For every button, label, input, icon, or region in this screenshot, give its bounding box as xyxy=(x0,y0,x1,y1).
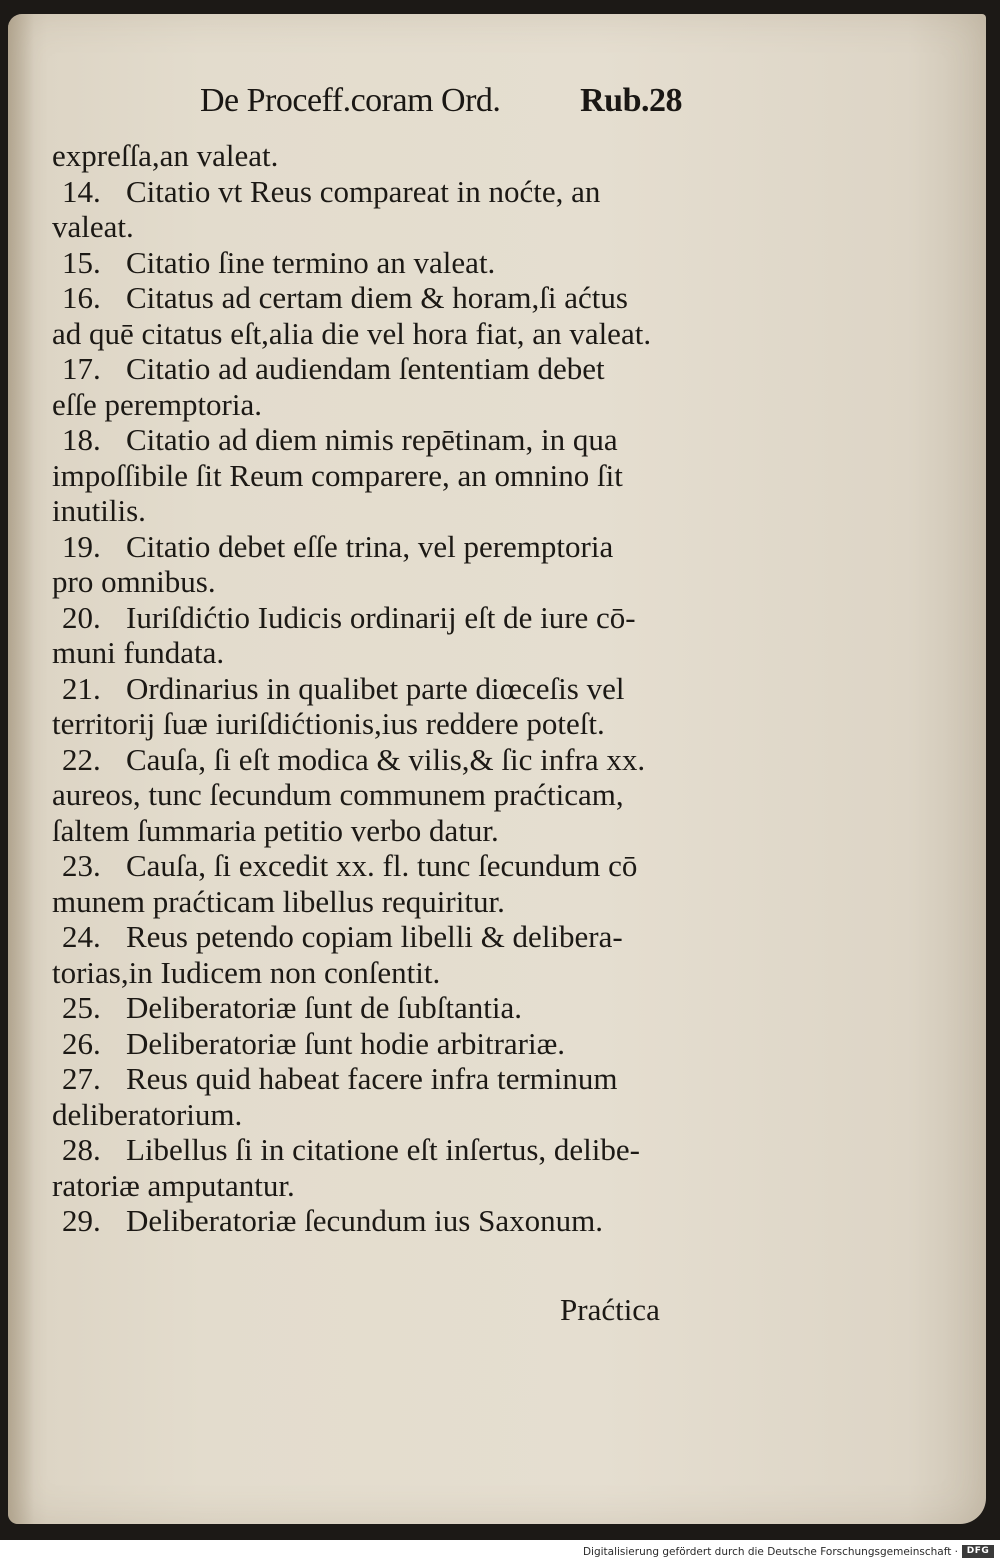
entry-text: Citatio ad audiendam ſententiam debet xyxy=(126,351,605,386)
summary-list xyxy=(52,138,696,1239)
entry-continuation-line: ad quē citatus eſt,alia die vel hora fiat, an valeat. xyxy=(52,315,652,351)
entry-text: Libellus ſi in citatione eſt inſertus, delibe- xyxy=(126,1132,640,1167)
list-item xyxy=(52,1132,696,1203)
entry-number: 14. xyxy=(62,173,101,209)
list-item xyxy=(52,1026,696,1062)
entry-number: 21. xyxy=(62,670,101,706)
entry-first-line xyxy=(52,174,696,210)
entry-text: Citatio ſine termino an valeat. xyxy=(126,244,496,280)
entry-number: 26. xyxy=(62,1025,101,1061)
dfg-logo: DFG xyxy=(962,1545,994,1558)
entry-text: Deliberatoriæ ſunt de ſubſtantia. xyxy=(126,990,523,1025)
entry-continuation-line: impoſſibile ſit Reum comparere, an omnino ſit xyxy=(52,457,623,493)
entry-first-line xyxy=(52,919,696,955)
catchword: Praćtica xyxy=(560,1292,660,1327)
entry-text: Reus petendo copiam libelli & delibera- xyxy=(126,919,623,954)
list-item xyxy=(52,919,696,990)
entry-first-line xyxy=(52,1203,696,1239)
entry-first-line xyxy=(52,529,696,565)
entry-number: 23. xyxy=(62,848,101,883)
entry-text: Citatio ad diem nimis repētinam, in qua xyxy=(126,422,618,457)
entry-continuation-line: valeat. xyxy=(52,209,134,244)
list-item xyxy=(52,600,696,671)
entry-continuation-line: eſſe peremptoria. xyxy=(52,386,263,422)
entry-continuation-line: muni fundata. xyxy=(52,635,225,670)
entry-text: Ordinarius in qualibet parte diœceſis vel xyxy=(126,670,625,706)
entry-continuation-line: pro omnibus. xyxy=(52,564,216,599)
entry-text: Iuriſdićtio Iudicis ordinarij eſt de iure cō- xyxy=(126,599,636,635)
list-item xyxy=(52,848,696,919)
list-item xyxy=(52,351,696,422)
entry-text: Citatio debet eſſe trina, vel peremptoria xyxy=(126,528,614,564)
entry-continuation-line: torias,in Iudicem non conſentit. xyxy=(52,954,441,990)
entry-text: Deliberatoriæ ſecundum ius Saxonum. xyxy=(126,1203,603,1238)
entry-continuation-line: munem praćticam libellus requiritur. xyxy=(52,883,505,919)
entry-number: 18. xyxy=(62,422,101,457)
entry-first-line xyxy=(52,245,696,281)
entry-first-line xyxy=(52,742,696,778)
list-item xyxy=(52,742,696,849)
page-gutter-shadow xyxy=(8,14,34,1524)
entry-text: Reus quid habeat facere infra terminum xyxy=(126,1061,618,1096)
entry-number: 24. xyxy=(62,919,101,954)
entry-number: 19. xyxy=(62,528,101,564)
entry-continuation-line: inutilis. xyxy=(52,493,146,528)
entry-first-line xyxy=(52,848,696,884)
entry-number: 20. xyxy=(62,599,101,635)
entry-number: 27. xyxy=(62,1061,101,1096)
list-item xyxy=(52,245,696,281)
entry-continuation-line: ſaltem ſummaria petitio verbo datur. xyxy=(52,812,499,848)
entry-text: Citatio vt Reus compareat in noćte, an xyxy=(126,173,601,209)
entry-first-line xyxy=(52,1061,696,1097)
entry-first-line xyxy=(52,990,696,1026)
entry-number: 17. xyxy=(62,351,101,386)
entry-number: 16. xyxy=(62,280,101,315)
entry-text: Citatus ad certam diem & horam,ſi aćtus xyxy=(126,280,628,315)
list-item xyxy=(52,280,696,351)
list-item xyxy=(52,529,696,600)
entry-text: Cauſa, ſi excedit xx. fl. tunc ſecundum cō xyxy=(126,848,638,883)
entry-number: 25. xyxy=(62,990,101,1025)
entry-first-line xyxy=(52,1026,696,1062)
entry-number: 28. xyxy=(62,1132,101,1167)
entry-number: 22. xyxy=(62,741,101,777)
entry-first-line xyxy=(52,422,696,458)
header-rubric: Rub.28 xyxy=(580,82,682,119)
entry-text: Deliberatoriæ ſunt hodie arbitrariæ. xyxy=(126,1025,566,1061)
entry-continuation-line: territorij ſuæ iuriſdićtionis,ius reddere poteſt. xyxy=(52,706,605,741)
entry-number: 29. xyxy=(62,1203,101,1238)
entry-first-line xyxy=(52,1132,696,1168)
list-item xyxy=(52,1061,696,1132)
header-title: De Proceff.coram Ord. xyxy=(200,82,501,119)
list-item xyxy=(52,174,696,245)
list-item xyxy=(52,1203,696,1239)
footer-credit: Digitalisierung gefördert durch die Deutsche Forschungsgemeinschaft · xyxy=(582,1546,958,1558)
entry-first-line xyxy=(52,280,696,316)
continuation-line: expreſſa,an valeat. xyxy=(52,138,279,173)
list-item xyxy=(52,422,696,529)
entry-text: Cauſa, ſi eſt modica & vilis,& ſic infra xx. xyxy=(126,741,646,777)
entry-continuation-line: aureos, tunc ſecundum communem praćticam, xyxy=(52,777,624,812)
list-item xyxy=(52,990,696,1026)
entry-number: 15. xyxy=(62,244,101,280)
digitization-footer xyxy=(0,1540,1000,1564)
entry-first-line xyxy=(52,351,696,387)
entries-container xyxy=(52,174,696,1239)
entry-continuation-line: ratoriæ amputantur. xyxy=(52,1167,295,1203)
list-item xyxy=(52,671,696,742)
entry-first-line xyxy=(52,600,696,636)
entry-continuation-line: deliberatorium. xyxy=(52,1096,243,1132)
entry-first-line xyxy=(52,671,696,707)
